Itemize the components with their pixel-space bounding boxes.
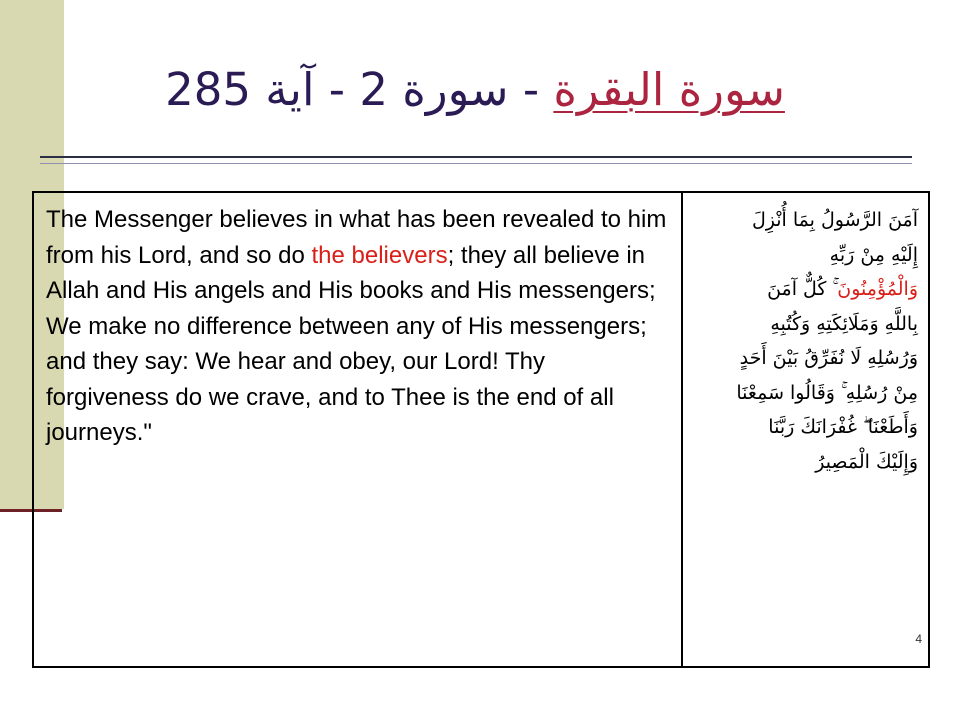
verse-table	[32, 191, 930, 668]
page-number: 4	[915, 631, 922, 646]
slide-title	[165, 50, 785, 130]
arabic-line-4: بِاللَّهِ وَمَلَائِكَتِهِ وَكُتُبِهِ	[770, 312, 918, 335]
arabic-line-3-rest: ۚ كُلٌّ آمَنَ	[767, 278, 838, 300]
title-divider	[40, 156, 912, 158]
title-divider-shadow	[40, 163, 912, 164]
arabic-line-7: وَأَطَعْنَا ۖ غُفْرَانَكَ رَبَّنَا	[768, 416, 918, 438]
slide-title-area	[40, 50, 910, 130]
arabic-line-8: وَإِلَيْكَ الْمَصِيرُ	[815, 450, 918, 473]
arabic-verse-cell	[683, 193, 928, 666]
surah-link[interactable]: سورة البقرة	[553, 63, 785, 116]
translation-highlight: the believers	[311, 241, 448, 269]
arabic-line-3	[693, 272, 918, 307]
title-rest: - سورة 2 - آية 285	[165, 63, 554, 116]
arabic-line-1: آمَنَ الرَّسُولُ بِمَا أُنْزِلَ	[751, 209, 918, 231]
translation-text-1: The Messenger believes in what has been revealed to him from his Lord, and so do	[46, 206, 667, 269]
english-translation-cell	[34, 193, 683, 666]
arabic-line-6: مِنْ رُسُلِهِ ۚ وَقَالُوا سَمِعْنَا	[736, 381, 918, 404]
arabic-line-5: وَرُسُلِهِ لَا نُفَرِّقُ بَيْنَ أَحَدٍ	[739, 347, 918, 369]
translation-text-2: ; they all believe in Allah and His angels and His books and His messengers; We make no difference between any of His messengers; and they say: We hear and obey, our Lord! Thy forgiveness do we crave, and to Thee is the end of all journeys."	[46, 241, 656, 446]
arabic-line-2: إِلَيْهِ مِنْ رَبِّهِ	[829, 243, 918, 266]
arabic-highlight: وَالْمُؤْمِنُونَ	[837, 278, 918, 300]
